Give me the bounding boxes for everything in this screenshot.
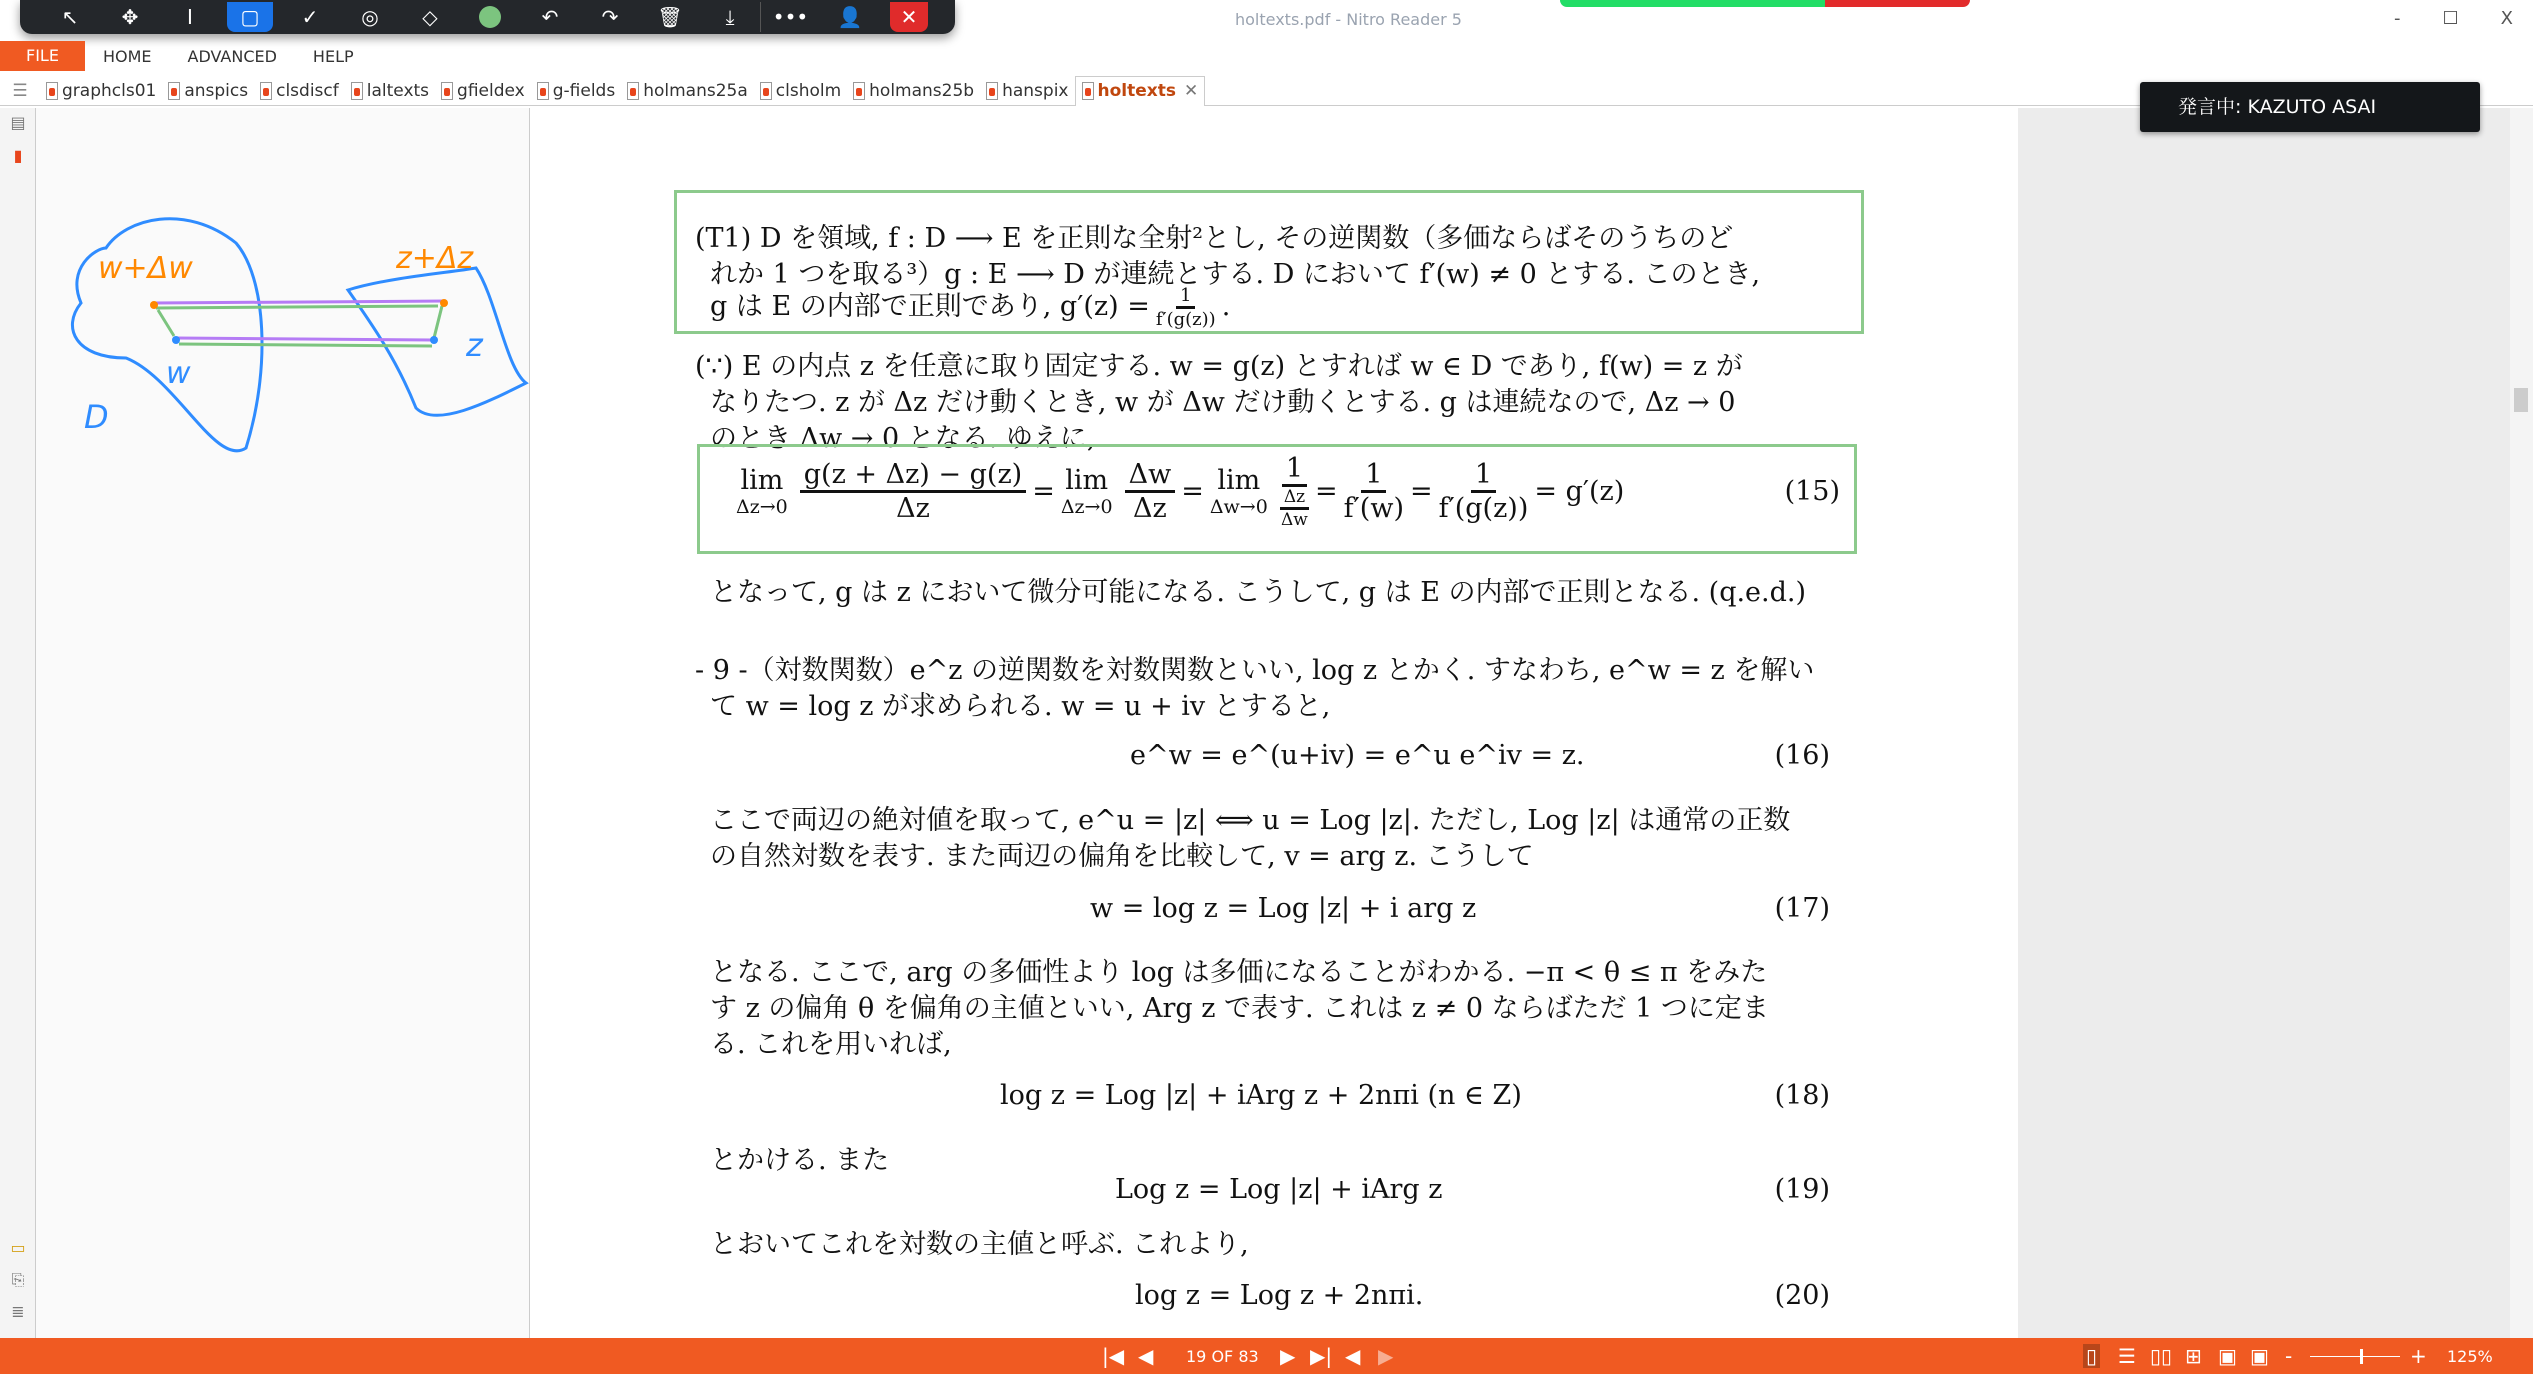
redo-icon[interactable]: ↷: [601, 5, 619, 29]
presentation-view-icon[interactable]: ▣: [2250, 1344, 2269, 1368]
download-icon[interactable]: ⤓: [725, 5, 735, 29]
color-dot-icon[interactable]: [460, 2, 520, 32]
prev-page-button[interactable]: ◀: [1138, 1344, 1154, 1368]
next-page-button[interactable]: ▶: [1280, 1344, 1296, 1368]
facing-view-icon[interactable]: ▯▯: [2150, 1344, 2173, 1368]
page-indicator[interactable]: 19 OF 83: [1186, 1347, 1259, 1366]
vertical-scrollbar[interactable]: [2510, 108, 2533, 1338]
speaker-popup: 発言中: KAZUTO ASAI: [2140, 82, 2480, 132]
facing-continuous-view-icon[interactable]: ⊞: [2185, 1344, 2202, 1368]
tab-anspics[interactable]: [162, 76, 254, 106]
comments-icon[interactable]: ▭: [10, 1238, 26, 1257]
back-view-button[interactable]: ◀: [1345, 1344, 1361, 1368]
paragraph-line: となる. ここで, arg の多価性より log は多価になることがわかる. −π < θ ≤ π をみた: [710, 957, 1768, 988]
paragraph-line: とおいてこれを対数の主値と呼ぶ. これより,: [710, 1229, 1249, 1260]
pdf-file-icon: [441, 82, 453, 100]
equation-17: w = log z = Log |z| + i arg z (17): [1090, 893, 1830, 924]
pages-icon[interactable]: ▤: [10, 113, 26, 132]
pdf-page: [530, 108, 2018, 1338]
forward-view-button[interactable]: ▶: [1378, 1344, 1394, 1368]
tab-label: anspics: [184, 80, 249, 101]
window-title: holtexts.pdf - Nitro Reader 5: [1235, 10, 1462, 29]
pdf-file-icon: [168, 82, 180, 100]
pdf-file-icon: [260, 82, 272, 100]
menu-help[interactable]: HELP: [312, 46, 354, 66]
tab-label: laltexts: [366, 80, 430, 101]
close-button[interactable]: X: [2500, 8, 2513, 29]
tab-list-icon[interactable]: ☰: [12, 80, 28, 101]
tab-holmans25a[interactable]: [621, 76, 754, 106]
theorem-line: (T1) D を領域, f : D ⟶ E を正則な全射²とし, その逆関数（多価ならばそのうちのど: [695, 223, 1734, 254]
check-icon[interactable]: ✓: [301, 5, 319, 29]
theorem-line: g は E の内部で正則であり, g′(z) = $\frac{1}{f'(g(z))}$ .: [710, 285, 1231, 330]
pdf-file-icon: [853, 82, 865, 100]
tab-gfieldex[interactable]: [435, 76, 531, 106]
pdf-file-icon: [351, 82, 363, 100]
zoom-out-button[interactable]: -: [2285, 1344, 2293, 1368]
first-page-button[interactable]: |◀: [1102, 1344, 1125, 1368]
proof-line: のとき Δw → 0 となる. ゆえに,: [710, 423, 1096, 454]
tab-label: holmans25a: [643, 80, 748, 101]
page-background: [2018, 108, 2510, 1338]
paragraph-line: る. これを用いれば,: [710, 1029, 952, 1060]
qed-line: となって, g は z において微分可能になる. こうして, g は E の内部で正則となる. (q.e.d.): [710, 577, 1807, 608]
single-page-view-icon[interactable]: ▯: [2083, 1344, 2100, 1368]
equation-16: e^w = e^(u+iv) = e^u e^iv = z. (16): [1130, 740, 1830, 771]
tab-hanspix[interactable]: [980, 76, 1074, 106]
speaker-indicator: [1560, 0, 1970, 7]
pdf-file-icon: [537, 82, 549, 100]
menu-file[interactable]: FILE: [0, 41, 85, 71]
status-bar: [0, 1338, 2533, 1374]
undo-icon[interactable]: ↶: [541, 5, 559, 29]
move-icon[interactable]: ✥: [121, 5, 139, 29]
window-controls: [2394, 8, 2513, 29]
tab-label: hanspix: [1002, 80, 1069, 101]
pdf-file-icon: [1082, 82, 1094, 100]
menu-advanced[interactable]: ADVANCED: [187, 46, 277, 66]
tab-label: g-fields: [552, 80, 616, 101]
equation-20: log z = Log z + 2nπi. (20): [1135, 1280, 1830, 1311]
paragraph-line: とかける. また: [710, 1145, 890, 1176]
tab-label: clsholm: [775, 80, 842, 101]
bookmark-icon[interactable]: ▮: [13, 146, 23, 165]
stamp-icon[interactable]: ◎: [361, 5, 379, 29]
label-D: D: [84, 398, 109, 436]
label-w: w: [166, 356, 191, 391]
tab-label: gfieldex: [457, 80, 525, 101]
tab-label: clsdiscf: [276, 80, 339, 101]
rectangle-icon[interactable]: ▢: [227, 2, 273, 32]
section-line: て w = log z が求められる. w = u + iv とすると,: [710, 691, 1331, 722]
continuous-view-icon[interactable]: ☰: [2118, 1344, 2136, 1368]
trash-icon[interactable]: 🗑: [657, 5, 683, 29]
pdf-file-icon: [986, 82, 998, 100]
attachments-icon[interactable]: ⎘: [11, 1270, 25, 1289]
eraser-icon[interactable]: ◇: [422, 5, 438, 29]
paragraph-line: す z の偏角 θ を偏角の主値といい, Arg z で表す. これは z ≠ 0 ならばただ 1 つに定ま: [710, 993, 1769, 1024]
annotation-toolbar: [20, 0, 955, 34]
tab-g-fields[interactable]: [531, 76, 621, 106]
tab-graphcls01[interactable]: [40, 76, 162, 106]
annotation-panel: [36, 108, 530, 1338]
layers-icon[interactable]: ≣: [11, 1302, 25, 1321]
tab-label: holmans25b: [869, 80, 975, 101]
tab-label: holtexts: [1097, 81, 1176, 101]
label-z-plus-dz: z+Δz: [396, 241, 474, 276]
pdf-file-icon: [760, 82, 772, 100]
tab-holmans25b[interactable]: [847, 76, 980, 106]
tab-label: graphcls01: [62, 80, 157, 101]
maximize-button[interactable]: ☐: [2442, 8, 2459, 29]
zoom-slider[interactable]: [2310, 1356, 2400, 1357]
section-line: - 9 -（対数関数）e^z の逆関数を対数関数といい, log z とかく. すなわち, e^w = z を解い: [695, 655, 1815, 686]
pointer-icon[interactable]: ↖: [61, 5, 79, 29]
text-cursor-icon[interactable]: I: [187, 5, 193, 29]
minimize-button[interactable]: -: [2394, 8, 2401, 29]
label-z: z: [466, 326, 483, 364]
paragraph-line: ここで両辺の絶対値を取って, e^u = |z| ⟺ u = Log |z|. ただし, Log |z| は通常の正数: [710, 805, 1791, 836]
zoom-in-button[interactable]: +: [2410, 1344, 2427, 1368]
handwritten-diagram: [36, 108, 530, 508]
tab-clsdiscf[interactable]: [254, 76, 345, 106]
left-sidebar: [0, 108, 36, 1338]
close-tab-icon[interactable]: ✕: [1183, 81, 1199, 101]
tab-laltexts[interactable]: [345, 76, 435, 106]
tab-holtexts[interactable]: [1075, 76, 1206, 106]
tab-clsholm[interactable]: [754, 76, 847, 106]
label-w-plus-dw: w+Δw: [98, 251, 193, 286]
zoom-level[interactable]: 125%: [2447, 1347, 2493, 1366]
proof-line: なりたつ. z が Δz だけ動くとき, w が Δw だけ動くとする. g は連続なので, Δz → 0: [710, 387, 1736, 418]
menu-bar: [0, 41, 372, 71]
user-icon[interactable]: 👤: [837, 5, 863, 29]
more-icon[interactable]: •••: [760, 2, 820, 32]
theorem-line: れか 1 つを取る³）g : E ⟶ D が連続とする. D において f′(w) ≠ 0 とする. このとき,: [710, 259, 1761, 290]
last-page-button[interactable]: ▶|: [1310, 1344, 1333, 1368]
menu-home[interactable]: HOME: [102, 46, 152, 66]
equation-19: Log z = Log |z| + iArg z (19): [1115, 1174, 1830, 1205]
paragraph-line: の自然対数を表す. また両辺の偏角を比較して, v = arg z. こうして: [710, 841, 1534, 872]
proof-line: (∵) E の内点 z を任意に取り固定する. w = g(z) とすれば w ∈ D であり, f(w) = z が: [695, 351, 1743, 382]
pdf-file-icon: [627, 82, 639, 100]
fullscreen-view-icon[interactable]: ▣: [2218, 1344, 2237, 1368]
equation-18: log z = Log |z| + iArg z + 2nπi (n ∈ Z) (18): [1000, 1080, 1830, 1111]
equation-15: lim Δz→0 $\frac{g(z + \Delta z) - g(z)}{\Delta z}$ = lim Δz→0 $\frac{\Delta w}{\Delta z}$ = lim Δw→0 $\frac{1}{\frac{\Delta z}{\Delta w}}$ = $\frac{1}{f'(w)}$ = $\frac{1}{f'(g(z))}$ = g′(z) (15): [736, 453, 1840, 530]
close-icon[interactable]: ✕: [890, 2, 928, 32]
pdf-file-icon: [46, 82, 58, 100]
